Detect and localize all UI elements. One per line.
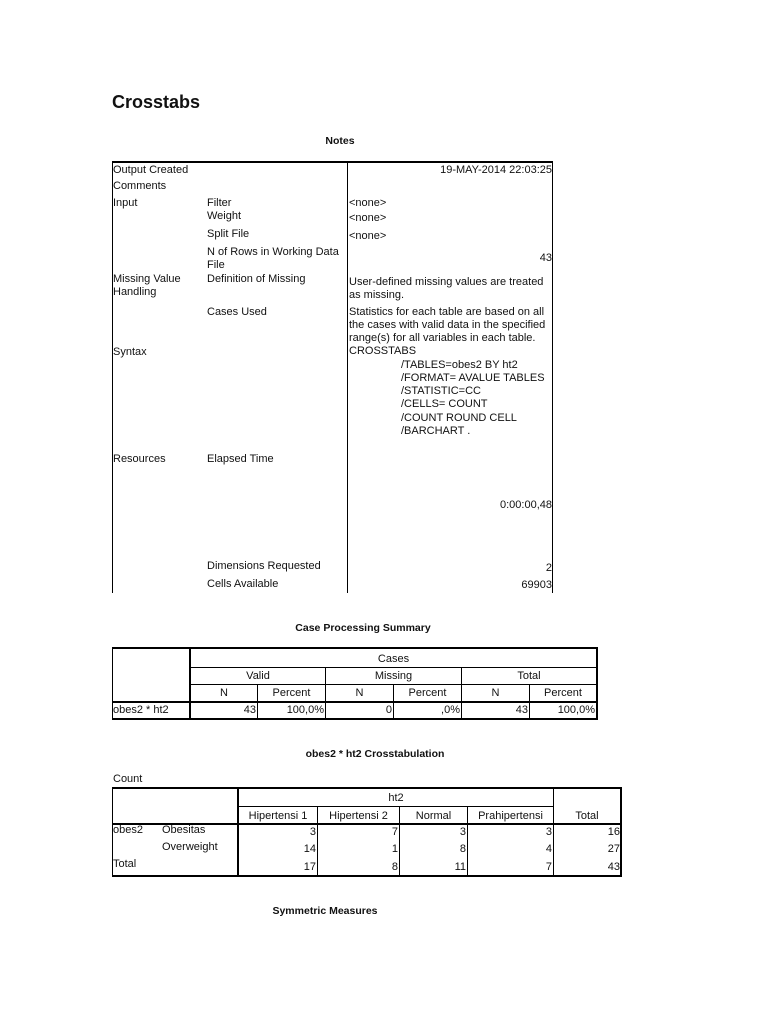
ct-cell: 3	[545, 826, 552, 838]
cps-valid-header: Valid	[246, 670, 270, 682]
cps-cell: 100,0%	[557, 704, 595, 716]
notes-top-border	[112, 161, 553, 163]
ct-cell: 1	[391, 843, 398, 855]
cps-percent-header: Percent	[272, 687, 311, 699]
cps-n-header: N	[355, 687, 364, 699]
cps-cell: 43	[515, 704, 528, 716]
ct-right-border	[620, 788, 622, 876]
cps-rule	[190, 667, 598, 668]
elapsed-time-value: 0:00:00,48	[500, 499, 552, 511]
missing-handling-label-2: Handling	[113, 286, 157, 298]
notes-left-border	[112, 162, 113, 593]
cases-used-value-1: Statistics for each table are based on all	[349, 306, 545, 318]
ct-rule	[238, 806, 554, 807]
cps-bottom-border	[112, 718, 598, 720]
ct-cell: 17	[303, 861, 316, 873]
ct-cell: 7	[391, 826, 398, 838]
ct-cell: 7	[545, 861, 552, 873]
notes-title: Notes	[325, 135, 355, 147]
split-file-value: <none>	[349, 230, 387, 242]
resources-label: Resources	[113, 453, 166, 465]
ct-col-header: Hipertensi 1	[248, 810, 308, 822]
syntax-line: /CELLS= COUNT	[401, 398, 488, 410]
comments-label: Comments	[113, 180, 167, 192]
cps-n-header: N	[220, 687, 228, 699]
cases-used-value-3: range(s) for all variables in each table.	[349, 332, 536, 344]
cps-cases-header: Cases	[377, 653, 410, 665]
notes-divider	[347, 162, 348, 593]
ct-cell: 3	[459, 826, 466, 838]
ct-col-header: Prahipertensi	[478, 810, 543, 822]
input-label: Input	[113, 197, 138, 209]
cps-title: Case Processing Summary	[295, 622, 431, 634]
symmetric-title: Symmetric Measures	[272, 905, 378, 917]
ct-col-header: Hipertensi 2	[329, 810, 388, 822]
cps-percent-header: Percent	[544, 687, 582, 699]
notes-right-border	[552, 162, 553, 593]
syntax-line: /FORMAT= AVALUE TABLES	[401, 372, 545, 384]
cps-cell: 0	[385, 704, 392, 716]
syntax-line: /STATISTIC=CC	[401, 385, 481, 397]
filter-value: <none>	[349, 197, 387, 209]
split-file-label: Split File	[207, 228, 250, 240]
cps-cell: ,0%	[441, 704, 460, 716]
ct-cell: 8	[459, 843, 466, 855]
cps-missing-header: Missing	[374, 670, 413, 682]
nrows-label-2: File	[207, 259, 225, 271]
ct-top-border	[112, 787, 622, 789]
elapsed-time-label: Elapsed Time	[207, 453, 274, 465]
cps-right-border	[596, 648, 598, 719]
ct-row-label: Overweight	[162, 841, 218, 853]
dimensions-label: Dimensions Requested	[207, 560, 321, 572]
missing-handling-label-1: Missing Value	[113, 273, 181, 285]
ct-bottom-border	[112, 875, 622, 877]
weight-value: <none>	[349, 212, 387, 224]
syntax-label: Syntax	[113, 346, 147, 358]
cps-row-label: obes2 * ht2	[113, 704, 169, 716]
definition-missing-value-2: as missing.	[349, 289, 405, 301]
cps-percent-header: Percent	[408, 687, 447, 699]
cps-n-header: N	[491, 687, 500, 699]
cps-cell: 43	[243, 704, 256, 716]
ct-cell: 3	[309, 826, 316, 838]
dimensions-value: 2	[545, 562, 552, 574]
output-created-label: Output Created	[113, 164, 189, 176]
count-label: Count	[113, 773, 143, 785]
definition-missing-label: Definition of Missing	[207, 273, 306, 285]
cases-used-value-2: the cases with valid data in the specified	[349, 319, 546, 331]
cells-available-value: 69903	[521, 579, 552, 591]
nrows-value: 43	[539, 252, 552, 264]
ct-cell: 14	[303, 843, 316, 855]
syntax-line: /TABLES=obes2 BY ht2	[401, 359, 518, 371]
ct-cell: 27	[607, 843, 620, 855]
ct-row-var: obes2	[113, 824, 143, 836]
ct-colvar-header: ht2	[388, 792, 404, 804]
ct-total-row-label: Total	[113, 858, 137, 870]
definition-missing-value-1: User-defined missing values are treated	[349, 276, 544, 288]
crosstab-title: obes2 * ht2 Crosstabulation	[305, 748, 445, 760]
output-created-value: 19-MAY-2014 22:03:25	[440, 164, 552, 176]
ct-row-label: Obesitas	[162, 824, 206, 836]
ct-col-header: Normal	[415, 810, 452, 822]
cases-used-label: Cases Used	[207, 306, 267, 318]
ct-total-header: Total	[575, 810, 599, 822]
ct-cell: 11	[454, 861, 466, 873]
cps-top-border	[112, 647, 598, 649]
cps-rule	[190, 684, 598, 685]
ct-cell: 4	[545, 843, 552, 855]
filter-label: Filter	[207, 197, 232, 209]
weight-label: Weight	[207, 210, 242, 222]
cps-header-rule	[112, 701, 598, 703]
cps-cell: 100,0%	[286, 704, 324, 716]
syntax-line: /BARCHART .	[401, 425, 471, 437]
syntax-line: CROSSTABS	[349, 345, 417, 357]
page-title: Crosstabs	[112, 92, 201, 112]
nrows-label-1: N of Rows in Working Data	[207, 246, 339, 258]
cells-available-label: Cells Available	[207, 578, 279, 590]
ct-cell: 43	[607, 861, 620, 873]
syntax-line: /COUNT ROUND CELL	[401, 412, 517, 424]
ct-cell: 8	[391, 861, 398, 873]
cps-total-header: Total	[517, 670, 541, 682]
ct-cell: 16	[607, 826, 620, 838]
